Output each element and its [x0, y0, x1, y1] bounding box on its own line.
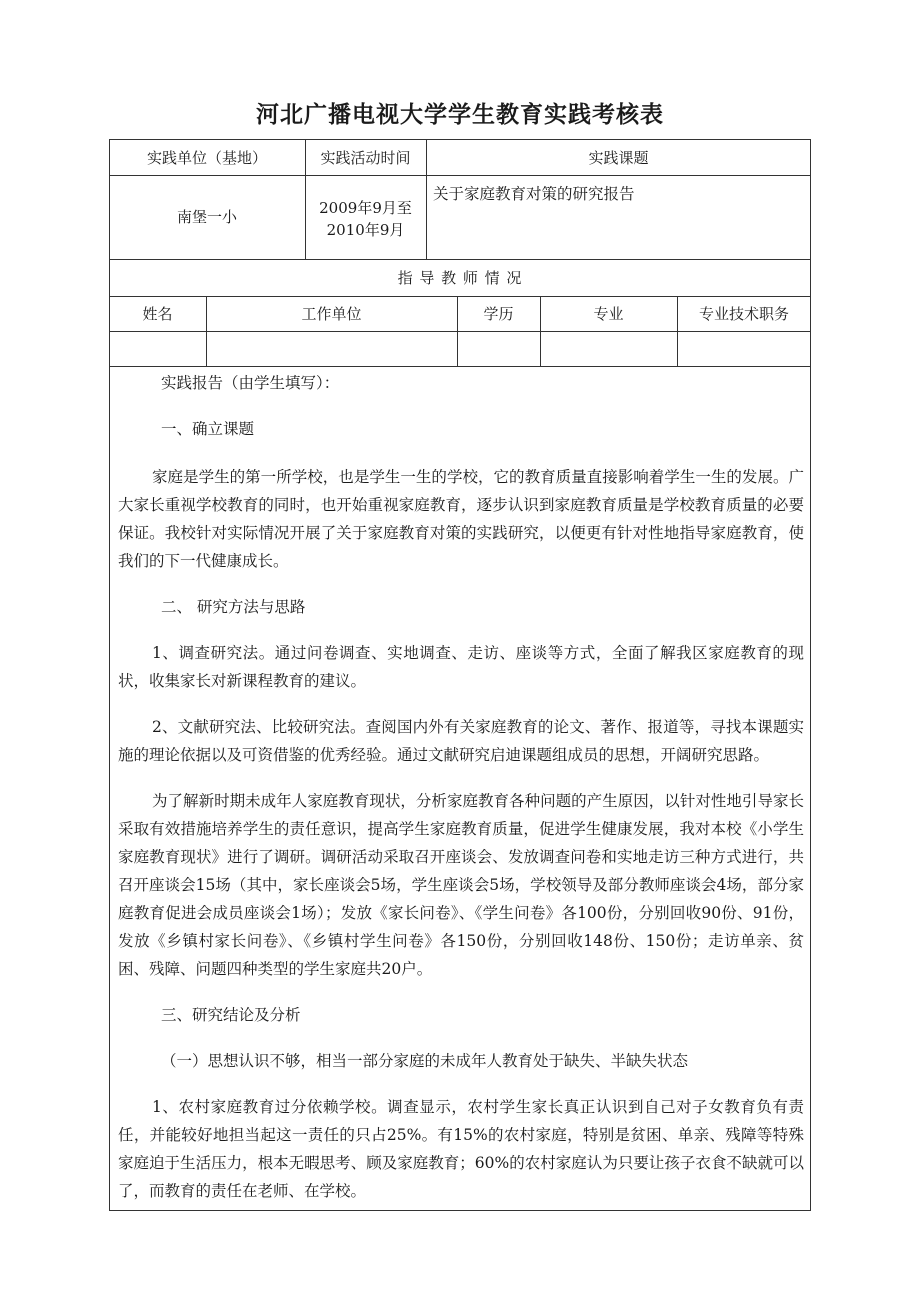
paragraph: 为了解新时期未成年人家庭教育现状，分析家庭教育各种问题的产生原因，以针对性地引导家长采取有效措施培养学生的责任意识，提高学生家庭教育质量，促进学生健康发展，我对本校《小学生家庭教育现状》进行了调研。调研活动采取召开座谈会、发放调查问卷和实地走访三种方式进行，共召开座谈会15场（其中，家长座谈会5场，学生座谈会5场，学校领导及部分教师座谈会4场，部分家庭教育促进会成员座谈会1场）；发放《家长问卷》、《学生问卷》各100份，分别回收90份、91份，发放《乡镇村家长问卷》、《乡镇村学生问卷》各150份，分别回收148份、150份；走访单亲、贫困、残障、问题四种类型的学生家庭共20户。	[118, 792, 804, 978]
section-heading-3: 三、研究结论及分析	[161, 1006, 301, 1024]
header-activity-time: 实践活动时间	[320, 149, 411, 167]
paragraph: 1、农村家庭教育过分依赖学校。调查显示，农村学生家长真正认识到自己对子女教育负有责任，并能较好地担当起这一责任的只占25%。有15%的农村家庭，特别是贫困、单亲、残障等特殊家庭迫于生活压力，根本无暇思考、顾及家庭教育；60%的农村家庭认为只要让孩子衣食不缺就可以了，而教育的责任在老师、在学校。	[118, 1098, 804, 1200]
header-teacher-name: 姓名	[142, 305, 173, 323]
practice-unit-value: 南堡一小	[176, 208, 237, 226]
header-practice-unit: 实践单位（基地）	[146, 149, 267, 167]
practice-report	[118, 366, 804, 1205]
header-teacher-major: 专业	[593, 305, 624, 323]
header-teacher-title: 专业技术职务	[698, 305, 789, 323]
section-heading-2: 二、 研究方法与思路	[161, 598, 306, 616]
paragraph: 2、文献研究法、比较研究法。查阅国内外有关家庭教育的论文、著作、报道等，寻找本课题实施的理论依据以及可资借鉴的优秀经验。通过文献研究启迪课题组成员的思想，开阔研究思路。	[118, 718, 804, 764]
paragraph: 1、调查研究法。通过问卷调查、实地调查、走访、座谈等方式，全面了解我区家庭教育的现状，收集家长对新课程教育的建议。	[118, 644, 804, 690]
paragraph: 家庭是学生的第一所学校，也是学生一生的学校，它的教育质量直接影响着学生一生的发展。广大家长重视学校教育的同时，也开始重视家庭教育，逐步认识到家庭教育质量是学校教育质量的必要保证。我校针对实际情况开展了关于家庭教育对策的实践研究，以便更有针对性地指导家庭教育，使我们的下一代健康成长。	[118, 468, 804, 570]
activity-time-start: 2009年9月至	[319, 199, 412, 217]
row-divider	[109, 175, 811, 176]
report-intro: 实践报告（由学生填写）：	[161, 374, 340, 392]
practice-topic-value: 关于家庭教育对策的研究报告	[433, 185, 635, 203]
teacher-section-heading: 指 导 教 师 情 况	[397, 269, 523, 287]
row-divider	[109, 296, 811, 297]
subsection-heading: （一）思想认识不够，相当一部分家庭的未成年人教育处于缺失、半缺失状态	[161, 1052, 689, 1070]
header-practice-topic: 实践课题	[588, 149, 649, 167]
header-teacher-work-unit: 工作单位	[301, 305, 362, 323]
section-heading-1: 一、确立课题	[161, 420, 255, 438]
activity-time-end: 2010年9月	[326, 221, 405, 239]
row-divider	[109, 259, 811, 260]
document-title: 河北广播电视大学学生教育实践考核表	[256, 102, 664, 128]
row-divider	[109, 331, 811, 332]
header-teacher-education: 学历	[483, 305, 514, 323]
